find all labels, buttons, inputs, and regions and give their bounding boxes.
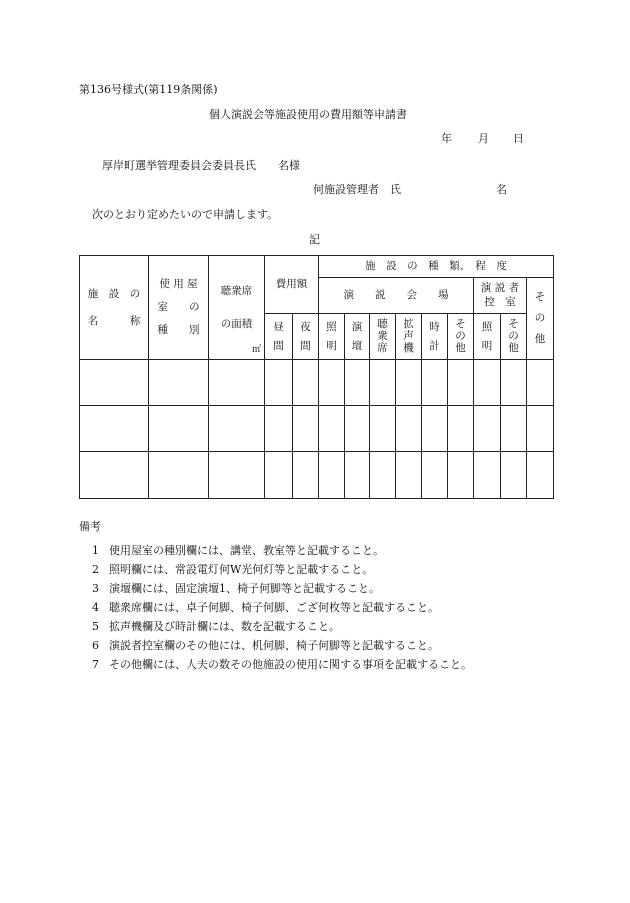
ki-mark: 記: [309, 233, 320, 246]
cell[interactable]: [319, 360, 345, 406]
form-number: 第136号様式(第119条関係): [79, 83, 218, 96]
cell[interactable]: [80, 360, 149, 406]
cell[interactable]: [474, 406, 501, 452]
application-table: [79, 255, 554, 499]
cell[interactable]: [501, 452, 527, 499]
cell[interactable]: [80, 406, 149, 452]
room-type-line-2: 室 の: [157, 300, 200, 313]
addressee: 厚岸町選挙管理委員会委員長氏 名様: [102, 159, 300, 172]
notes-heading: 備考: [79, 520, 101, 533]
header-venue-lighting: 照明: [319, 314, 345, 360]
cell[interactable]: [149, 406, 209, 452]
header-seats-area: [209, 256, 265, 360]
room-type-line-1: 使 用 屋: [159, 277, 198, 290]
cell[interactable]: [527, 452, 554, 499]
cell[interactable]: [80, 452, 149, 499]
applicant-label: 何施設管理者 氏: [313, 183, 401, 196]
header-venue: 演 説 会 場: [319, 278, 474, 314]
applicant-suffix: 名: [496, 183, 507, 196]
header-other: [527, 278, 554, 360]
header-cost: 費用額: [265, 256, 319, 314]
cell[interactable]: [448, 406, 474, 452]
seats-label: 聴衆席: [220, 284, 253, 297]
header-cost-night: 夜間: [293, 314, 319, 360]
header-venue-other: その他: [448, 314, 474, 360]
note-item: 1 使用屋室の種別欄には、講堂、教室等と記載すること。: [92, 544, 384, 557]
header-venue-audience: 聴衆席: [370, 314, 396, 360]
table-row: [80, 452, 554, 499]
cell[interactable]: [370, 452, 396, 499]
header-venue-podium: 演壇: [345, 314, 370, 360]
cell[interactable]: [265, 452, 293, 499]
note-item: 3 演壇欄には、固定演壇1、椅子何脚等と記載すること。: [92, 582, 380, 595]
date-month: 月: [478, 132, 489, 145]
cell[interactable]: [448, 452, 474, 499]
cell[interactable]: [345, 360, 370, 406]
note-item: 7 その他欄には、人夫の数その他施設の使用に関する事項を記載すること。: [92, 658, 472, 671]
header-speaker-room: [474, 278, 527, 314]
cell[interactable]: [422, 452, 448, 499]
note-item: 2 照明欄には、常設電灯何W光何灯等と記載すること。: [92, 563, 374, 576]
cell[interactable]: [149, 360, 209, 406]
cell[interactable]: [370, 360, 396, 406]
table-row: [80, 360, 554, 406]
facility-name-top: 施 設 の: [87, 287, 141, 300]
cell[interactable]: [422, 406, 448, 452]
cell[interactable]: [293, 360, 319, 406]
cell[interactable]: [265, 360, 293, 406]
date-day: 日: [513, 132, 524, 145]
cell[interactable]: [293, 406, 319, 452]
facility-name-bottom: 名 称: [87, 314, 141, 327]
cell[interactable]: [527, 406, 554, 452]
cell[interactable]: [319, 406, 345, 452]
cell[interactable]: [319, 452, 345, 499]
header-venue-speaker: 拡声機: [396, 314, 422, 360]
cell[interactable]: [422, 360, 448, 406]
header-facility-name: [80, 256, 149, 360]
seats-unit: ㎡: [251, 345, 261, 356]
header-room-type: [149, 256, 209, 360]
other-label: その他: [534, 291, 546, 345]
cell[interactable]: [501, 360, 527, 406]
cell[interactable]: [209, 452, 265, 499]
cell[interactable]: [396, 360, 422, 406]
cell[interactable]: [474, 360, 501, 406]
table-row: [80, 406, 554, 452]
cell[interactable]: [396, 406, 422, 452]
cell[interactable]: [209, 360, 265, 406]
seats-area-label: の面積: [220, 317, 253, 330]
cell[interactable]: [345, 452, 370, 499]
speaker-room-line-2: 控 室: [484, 295, 516, 308]
document-title: 個人演説会等施設使用の費用額等申請書: [209, 108, 407, 121]
cell[interactable]: [149, 452, 209, 499]
cell[interactable]: [293, 452, 319, 499]
note-item: 4 聴衆席欄には、卓子何脚、椅子何脚、ござ何枚等と記載すること。: [92, 601, 439, 614]
date-year: 年: [441, 132, 452, 145]
cell[interactable]: [474, 452, 501, 499]
cell[interactable]: [345, 406, 370, 452]
cell[interactable]: [370, 406, 396, 452]
cell[interactable]: [448, 360, 474, 406]
note-item: 6 演説者控室欄のその他には、机何脚、椅子何脚等と記載すること。: [92, 639, 439, 652]
header-speaker-other: その他: [501, 314, 527, 360]
header-venue-clock: 時計: [422, 314, 448, 360]
note-item: 5 拡声機欄及び時計欄には、数を記載すること。: [92, 620, 340, 633]
cell[interactable]: [265, 406, 293, 452]
cell[interactable]: [501, 406, 527, 452]
room-type-line-3: 種 別: [157, 324, 200, 337]
header-kinds: 施 設 の 種 類、 程 度: [319, 256, 554, 278]
header-cost-day: 昼間: [265, 314, 293, 360]
speaker-room-line-1: 演 説 者: [480, 282, 520, 295]
cell[interactable]: [527, 360, 554, 406]
cell[interactable]: [396, 452, 422, 499]
cell[interactable]: [209, 406, 265, 452]
header-speaker-lighting: 照明: [474, 314, 501, 360]
intro-text: 次のとおり定めたいので申請します。: [92, 208, 279, 221]
